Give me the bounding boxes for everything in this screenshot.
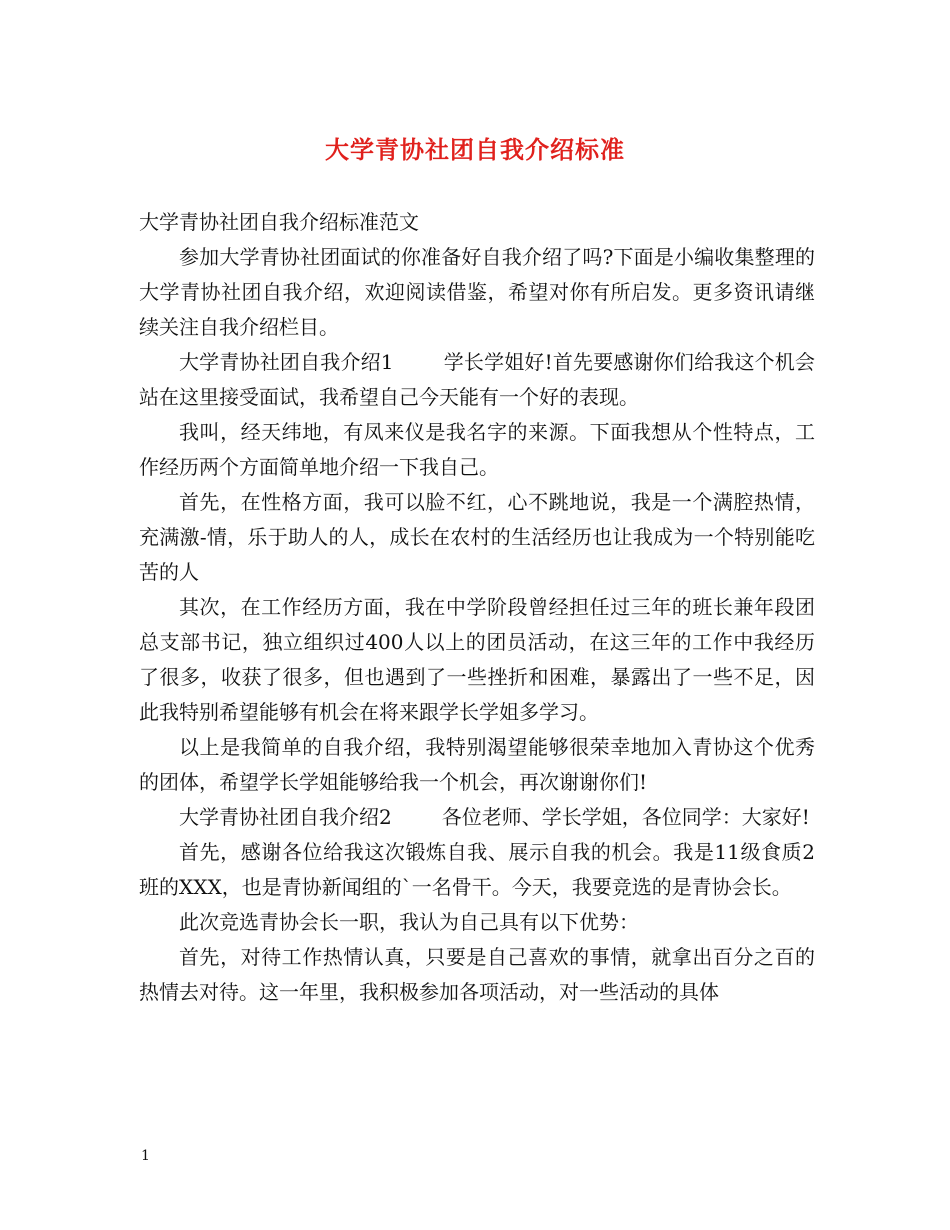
body-paragraph: 我叫，经天纬地，有凤来仪是我名字的来源。下面我想从个性特点，工作经历两个方面简单地介绍一下我自己。: [139, 420, 815, 479]
section-1-paragraph: [139, 345, 815, 415]
intro-paragraph: 参加大学青协社团面试的你准备好自我介绍了吗?下面是小编收集整理的大学青协社团自我介绍，欢迎阅读借鉴，希望对你有所启发。更多资讯请继续关注自我介绍栏目。: [139, 245, 815, 339]
page-number: 1: [141, 1148, 150, 1164]
section-1-text: 学长学姐好!首先要感谢你们给我这个机会站在这里接受面试，我希望自己今天能有一个好的表现。: [139, 350, 815, 409]
section-2-text: 各位老师、学长学姐，各位同学：大家好!: [441, 805, 810, 829]
section-1-heading: 大学青协社团自我介绍1: [179, 350, 394, 374]
body-paragraph: 首先，对待工作热情认真，只要是自己喜欢的事情，就拿出百分之百的热情去对待。这一年里，我积极参加各项活动，对一些活动的具体: [139, 945, 815, 1004]
document-body: [139, 205, 815, 1010]
body-paragraph: 其次，在工作经历方面，我在中学阶段曾经担任过三年的班长兼年段团总支部书记，独立组织过400人以上的团员活动，在这三年的工作中我经历了很多，收获了很多，但也遇到了一些挫折和困难，暴露出了一些不足，因此我特别希望能够有机会在将来跟学长学姐多学习。: [139, 595, 815, 724]
body-paragraph: 以上是我简单的自我介绍，我特别渴望能够很荣幸地加入青协这个优秀的团体，希望学长学姐能够给我一个机会，再次谢谢你们!: [139, 735, 815, 794]
body-paragraph: 首先，感谢各位给我这次锻炼自我、展示自我的机会。我是11级食质2班的XXX，也是青协新闻组的`一名骨干。今天，我要竞选的是青协会长。: [139, 840, 815, 899]
document-title: 大学青协社团自我介绍标准: [325, 135, 625, 164]
body-paragraph: 首先，在性格方面，我可以脸不红，心不跳地说，我是一个满腔热情，充满激-情，乐于助人的人，成长在农村的生活经历也让我成为一个特别能吃苦的人: [139, 490, 815, 584]
body-paragraph: 此次竞选青协会长一职，我认为自己具有以下优势：: [179, 910, 639, 934]
section-2-paragraph: [139, 800, 815, 835]
document-subtitle: 大学青协社团自我介绍标准范文: [139, 210, 419, 234]
section-2-heading: 大学青协社团自我介绍2: [179, 805, 392, 829]
